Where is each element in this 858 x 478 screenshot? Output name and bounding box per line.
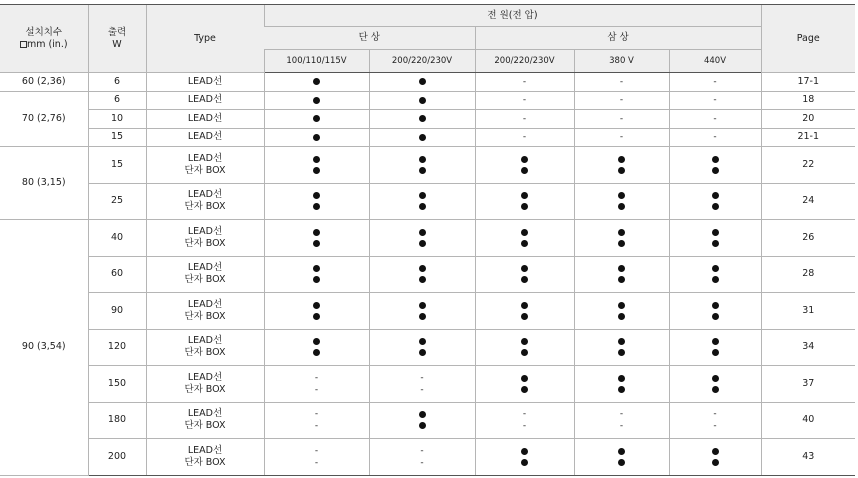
availability-cell: [475, 366, 574, 403]
not-available-dash: -: [713, 132, 717, 143]
available-dot-icon: [521, 338, 528, 345]
output-cell: 120: [88, 329, 146, 366]
available-dot-icon: [712, 203, 719, 210]
available-dot-icon: [419, 302, 426, 309]
type-cell: [146, 220, 264, 257]
table-row: [0, 366, 855, 403]
availability-cell: [475, 128, 574, 147]
type-cell: [146, 256, 264, 293]
available-dot-icon: [521, 276, 528, 283]
output-cell: 25: [88, 183, 146, 220]
table-row: [0, 110, 855, 129]
page-cell: 20: [761, 110, 855, 129]
type-label: LEAD선: [187, 112, 223, 124]
availability-cell: [574, 110, 669, 129]
available-dot-icon: [521, 349, 528, 356]
type-label: LEAD선: [187, 262, 223, 274]
available-dot-icon: [712, 240, 719, 247]
not-available-dash: -: [522, 76, 527, 87]
type-label: 단자 BOX: [184, 383, 226, 395]
availability-cell: [475, 402, 574, 439]
size-cell: 80 (3,15): [0, 147, 88, 220]
output-cell: 60: [88, 256, 146, 293]
type-label: LEAD선: [187, 75, 223, 87]
available-dot-icon: [521, 313, 528, 320]
availability-cell: [264, 402, 369, 439]
available-dot-icon: [313, 97, 320, 104]
available-dot-icon: [419, 276, 426, 283]
available-dot-icon: [419, 240, 426, 247]
availability-cell: [574, 293, 669, 330]
type-label: 단자 BOX: [184, 456, 226, 468]
availability-cell: [574, 183, 669, 220]
output-cell: 10: [88, 110, 146, 129]
output-header-line2: W: [112, 38, 122, 50]
available-dot-icon: [712, 192, 719, 199]
page-cell: 40: [761, 402, 855, 439]
not-available-dash: -: [314, 457, 319, 468]
page-cell: 18: [761, 91, 855, 110]
availability-cell: [369, 147, 475, 184]
available-dot-icon: [618, 448, 625, 455]
type-label: 단자 BOX: [184, 201, 226, 213]
availability-cell: [264, 147, 369, 184]
table-row: [0, 73, 855, 92]
table-row: [0, 402, 855, 439]
page-cell: 24: [761, 183, 855, 220]
type-cell: [146, 366, 264, 403]
not-available-dash: -: [619, 409, 624, 420]
available-dot-icon: [521, 192, 528, 199]
table-row: [0, 91, 855, 110]
available-dot-icon: [618, 338, 625, 345]
type-cell: [146, 147, 264, 184]
availability-cell: [475, 110, 574, 129]
available-dot-icon: [712, 229, 719, 236]
availability-cell: [669, 110, 761, 129]
available-dot-icon: [712, 276, 719, 283]
available-dot-icon: [419, 192, 426, 199]
not-available-dash: -: [314, 445, 319, 456]
square-icon: [20, 41, 27, 48]
availability-cell: [475, 91, 574, 110]
available-dot-icon: [521, 459, 528, 466]
availability-cell: [264, 110, 369, 129]
available-dot-icon: [618, 203, 625, 210]
type-label: 단자 BOX: [184, 310, 226, 322]
available-dot-icon: [618, 265, 625, 272]
availability-cell: [369, 329, 475, 366]
not-available-dash: -: [420, 457, 424, 468]
voltage-header: 200/220/230V: [369, 50, 475, 73]
not-available-dash: -: [522, 113, 527, 124]
availability-cell: [264, 293, 369, 330]
available-dot-icon: [313, 229, 320, 236]
availability-cell: [475, 293, 574, 330]
availability-cell: [264, 128, 369, 147]
table-row: [0, 256, 855, 293]
available-dot-icon: [521, 203, 528, 210]
availability-cell: [669, 402, 761, 439]
available-dot-icon: [313, 240, 320, 247]
available-dot-icon: [712, 386, 719, 393]
table-row: [0, 329, 855, 366]
available-dot-icon: [313, 265, 320, 272]
available-dot-icon: [313, 302, 320, 309]
output-header: [88, 5, 146, 73]
available-dot-icon: [618, 386, 625, 393]
availability-cell: [669, 183, 761, 220]
availability-cell: [369, 439, 475, 476]
available-dot-icon: [419, 167, 426, 174]
availability-cell: [574, 366, 669, 403]
available-dot-icon: [313, 192, 320, 199]
table-row: [0, 183, 855, 220]
not-available-dash: -: [713, 113, 717, 124]
available-dot-icon: [618, 375, 625, 382]
page-cell: 34: [761, 329, 855, 366]
availability-cell: [574, 91, 669, 110]
availability-cell: [475, 73, 574, 92]
availability-cell: [264, 256, 369, 293]
output-cell: 6: [88, 91, 146, 110]
availability-cell: [669, 147, 761, 184]
page-cell: 43: [761, 439, 855, 476]
not-available-dash: -: [713, 76, 717, 87]
availability-cell: [369, 220, 475, 257]
not-available-dash: -: [420, 384, 424, 395]
available-dot-icon: [521, 302, 528, 309]
not-available-dash: -: [619, 95, 624, 106]
available-dot-icon: [618, 459, 625, 466]
type-cell: [146, 439, 264, 476]
availability-cell: [369, 366, 475, 403]
availability-cell: [669, 73, 761, 92]
availability-cell: [574, 329, 669, 366]
available-dot-icon: [618, 156, 625, 163]
availability-cell: [264, 220, 369, 257]
page-cell: 31: [761, 293, 855, 330]
type-label: LEAD선: [187, 371, 223, 383]
size-header-line2: mm (in.): [26, 38, 68, 50]
available-dot-icon: [313, 313, 320, 320]
availability-cell: [669, 220, 761, 257]
type-label: LEAD선: [187, 298, 223, 310]
availability-cell: [669, 128, 761, 147]
available-dot-icon: [618, 192, 625, 199]
output-cell: 150: [88, 366, 146, 403]
size-cell: 90 (3,54): [0, 220, 88, 476]
availability-cell: [369, 91, 475, 110]
voltage-header: 440V: [669, 50, 761, 73]
available-dot-icon: [313, 203, 320, 210]
available-dot-icon: [419, 203, 426, 210]
output-cell: 15: [88, 147, 146, 184]
availability-cell: [369, 256, 475, 293]
type-label: LEAD선: [187, 94, 223, 106]
not-available-dash: -: [619, 113, 624, 124]
type-label: 단자 BOX: [184, 347, 226, 359]
size-header-line1: 설치치수: [25, 26, 63, 38]
availability-cell: [475, 329, 574, 366]
availability-cell: [669, 439, 761, 476]
availability-cell: [475, 220, 574, 257]
type-label: LEAD선: [187, 335, 223, 347]
available-dot-icon: [419, 411, 426, 418]
availability-cell: [264, 91, 369, 110]
page-cell: 28: [761, 256, 855, 293]
available-dot-icon: [521, 375, 528, 382]
availability-cell: [264, 439, 369, 476]
available-dot-icon: [313, 349, 320, 356]
available-dot-icon: [419, 313, 426, 320]
not-available-dash: -: [522, 95, 527, 106]
type-cell: [146, 91, 264, 110]
availability-cell: [369, 73, 475, 92]
availability-cell: [369, 293, 475, 330]
not-available-dash: -: [314, 384, 319, 395]
not-available-dash: -: [522, 409, 527, 420]
available-dot-icon: [712, 448, 719, 455]
availability-cell: [669, 366, 761, 403]
not-available-dash: -: [314, 421, 319, 432]
size-header: [0, 5, 88, 73]
available-dot-icon: [712, 302, 719, 309]
table-row: [0, 220, 855, 257]
not-available-dash: -: [713, 421, 717, 432]
type-cell: [146, 110, 264, 129]
type-cell: [146, 183, 264, 220]
available-dot-icon: [712, 156, 719, 163]
available-dot-icon: [712, 265, 719, 272]
output-cell: 200: [88, 439, 146, 476]
available-dot-icon: [419, 156, 426, 163]
available-dot-icon: [618, 276, 625, 283]
available-dot-icon: [618, 302, 625, 309]
available-dot-icon: [313, 134, 320, 141]
available-dot-icon: [419, 265, 426, 272]
output-cell: 6: [88, 73, 146, 92]
not-available-dash: -: [619, 421, 624, 432]
type-label: LEAD선: [187, 225, 223, 237]
page-header: Page: [761, 5, 855, 73]
availability-cell: [669, 256, 761, 293]
available-dot-icon: [521, 167, 528, 174]
available-dot-icon: [313, 115, 320, 122]
available-dot-icon: [521, 448, 528, 455]
available-dot-icon: [313, 276, 320, 283]
not-available-dash: -: [713, 409, 717, 420]
page-cell: 26: [761, 220, 855, 257]
page-cell: 22: [761, 147, 855, 184]
availability-cell: [264, 183, 369, 220]
availability-cell: [669, 91, 761, 110]
available-dot-icon: [313, 338, 320, 345]
voltage-header: 380 V: [574, 50, 669, 73]
availability-cell: [369, 402, 475, 439]
output-header-line1: 출력: [107, 26, 127, 38]
available-dot-icon: [419, 134, 426, 141]
type-label: LEAD선: [187, 131, 223, 143]
availability-cell: [475, 439, 574, 476]
type-cell: [146, 329, 264, 366]
availability-cell: [669, 329, 761, 366]
type-label: 단자 BOX: [184, 164, 226, 176]
availability-cell: [574, 402, 669, 439]
type-label: 단자 BOX: [184, 237, 226, 249]
available-dot-icon: [712, 313, 719, 320]
table-row: [0, 439, 855, 476]
table-row: [0, 128, 855, 147]
type-label: LEAD선: [187, 189, 223, 201]
type-label: 단자 BOX: [184, 420, 226, 432]
availability-cell: [574, 256, 669, 293]
availability-cell: [264, 329, 369, 366]
type-header: Type: [146, 5, 264, 73]
output-cell: 180: [88, 402, 146, 439]
available-dot-icon: [618, 229, 625, 236]
availability-cell: [264, 73, 369, 92]
output-cell: 40: [88, 220, 146, 257]
not-available-dash: -: [314, 372, 319, 383]
available-dot-icon: [419, 229, 426, 236]
available-dot-icon: [419, 115, 426, 122]
available-dot-icon: [521, 386, 528, 393]
size-cell: 70 (2,76): [0, 91, 88, 147]
availability-cell: [369, 110, 475, 129]
available-dot-icon: [712, 375, 719, 382]
availability-cell: [369, 128, 475, 147]
type-cell: [146, 128, 264, 147]
availability-cell: [574, 439, 669, 476]
not-available-dash: -: [522, 421, 527, 432]
available-dot-icon: [521, 156, 528, 163]
availability-cell: [669, 293, 761, 330]
size-cell: 60 (2,36): [0, 73, 88, 92]
available-dot-icon: [313, 78, 320, 85]
available-dot-icon: [618, 167, 625, 174]
available-dot-icon: [419, 78, 426, 85]
power-header: 전 원(전 압): [264, 5, 761, 27]
available-dot-icon: [313, 156, 320, 163]
not-available-dash: -: [522, 132, 527, 143]
type-cell: [146, 73, 264, 92]
voltage-header: 200/220/230V: [475, 50, 574, 73]
availability-cell: [475, 147, 574, 184]
available-dot-icon: [521, 240, 528, 247]
type-label: LEAD선: [187, 408, 223, 420]
available-dot-icon: [313, 167, 320, 174]
available-dot-icon: [419, 97, 426, 104]
availability-cell: [574, 128, 669, 147]
three-phase-header: 삼 상: [475, 27, 761, 50]
availability-cell: [475, 183, 574, 220]
available-dot-icon: [419, 338, 426, 345]
voltage-header: 100/110/115V: [264, 50, 369, 73]
availability-cell: [369, 183, 475, 220]
availability-cell: [264, 366, 369, 403]
output-cell: 15: [88, 128, 146, 147]
page-cell: 37: [761, 366, 855, 403]
availability-cell: [574, 147, 669, 184]
not-available-dash: -: [420, 372, 424, 383]
table-row: [0, 147, 855, 184]
not-available-dash: -: [420, 445, 424, 456]
page-cell: 17-1: [761, 73, 855, 92]
available-dot-icon: [618, 313, 625, 320]
page-cell: 21-1: [761, 128, 855, 147]
output-cell: 90: [88, 293, 146, 330]
table-body: [0, 73, 855, 476]
not-available-dash: -: [314, 409, 319, 420]
not-available-dash: -: [619, 76, 624, 87]
availability-cell: [574, 73, 669, 92]
available-dot-icon: [521, 229, 528, 236]
available-dot-icon: [712, 349, 719, 356]
not-available-dash: -: [713, 95, 717, 106]
table-row: [0, 293, 855, 330]
available-dot-icon: [521, 265, 528, 272]
type-label: 단자 BOX: [184, 274, 226, 286]
type-label: LEAD선: [187, 152, 223, 164]
available-dot-icon: [712, 338, 719, 345]
type-label: LEAD선: [187, 444, 223, 456]
available-dot-icon: [712, 167, 719, 174]
not-available-dash: -: [619, 132, 624, 143]
available-dot-icon: [712, 459, 719, 466]
availability-cell: [475, 256, 574, 293]
motor-spec-table: [0, 4, 855, 476]
single-phase-header: 단 상: [264, 27, 475, 50]
type-cell: [146, 402, 264, 439]
available-dot-icon: [419, 422, 426, 429]
type-cell: [146, 293, 264, 330]
available-dot-icon: [419, 349, 426, 356]
available-dot-icon: [618, 240, 625, 247]
available-dot-icon: [618, 349, 625, 356]
availability-cell: [574, 220, 669, 257]
